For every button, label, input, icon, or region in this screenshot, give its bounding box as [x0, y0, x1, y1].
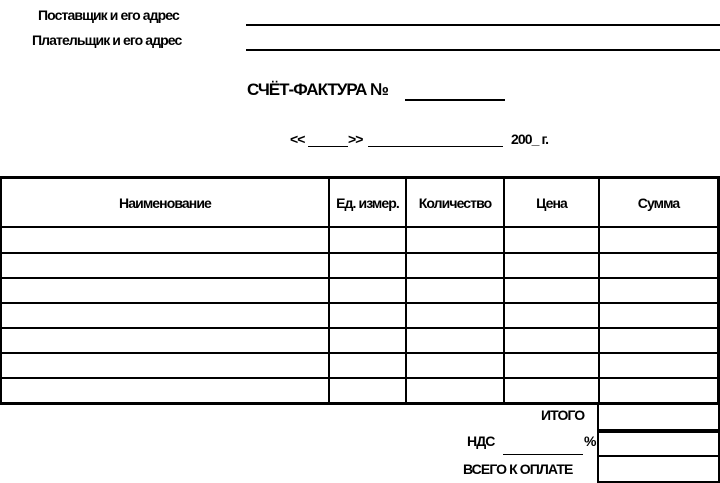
- grand-total-value-cell[interactable]: [597, 457, 720, 483]
- col-header-sum: Сумма: [637, 194, 680, 211]
- total-value-cell[interactable]: [597, 405, 720, 431]
- table-row[interactable]: [2, 354, 717, 377]
- invoice-number-line[interactable]: [405, 99, 505, 101]
- table-row[interactable]: [2, 279, 717, 302]
- vat-label: НДС: [467, 433, 495, 449]
- vat-value-cell[interactable]: [597, 431, 720, 457]
- date-open: <<: [290, 131, 305, 147]
- col-header-unit: Ед. измер.: [336, 194, 399, 211]
- invoice-title: СЧЁТ-ФАКТУРА №: [247, 80, 389, 99]
- supplier-label: Поставщик и его адрес: [38, 7, 179, 23]
- payer-input-line[interactable]: [246, 49, 720, 51]
- payer-label: Плательщик и его адрес: [32, 32, 182, 48]
- table-row[interactable]: [2, 329, 717, 352]
- table-row[interactable]: [2, 379, 717, 402]
- total-label: ИТОГО: [541, 407, 585, 423]
- grand-total-label: ВСЕГО К ОПЛАТЕ: [463, 461, 573, 477]
- table-row[interactable]: [2, 228, 717, 252]
- date-month-line[interactable]: [368, 146, 503, 147]
- date-year: 200_ г.: [511, 131, 549, 147]
- vat-percent-sign: %: [584, 433, 596, 449]
- table-row[interactable]: [2, 304, 717, 327]
- supplier-input-line[interactable]: [246, 24, 720, 26]
- col-header-name: Наименование: [119, 194, 211, 211]
- table-row[interactable]: [2, 254, 717, 277]
- vat-rate-line[interactable]: [503, 454, 583, 455]
- col-header-price: Цена: [536, 194, 567, 211]
- col-header-quantity: Количество: [418, 194, 492, 211]
- date-close: >>: [348, 131, 363, 147]
- date-day-line[interactable]: [308, 146, 348, 147]
